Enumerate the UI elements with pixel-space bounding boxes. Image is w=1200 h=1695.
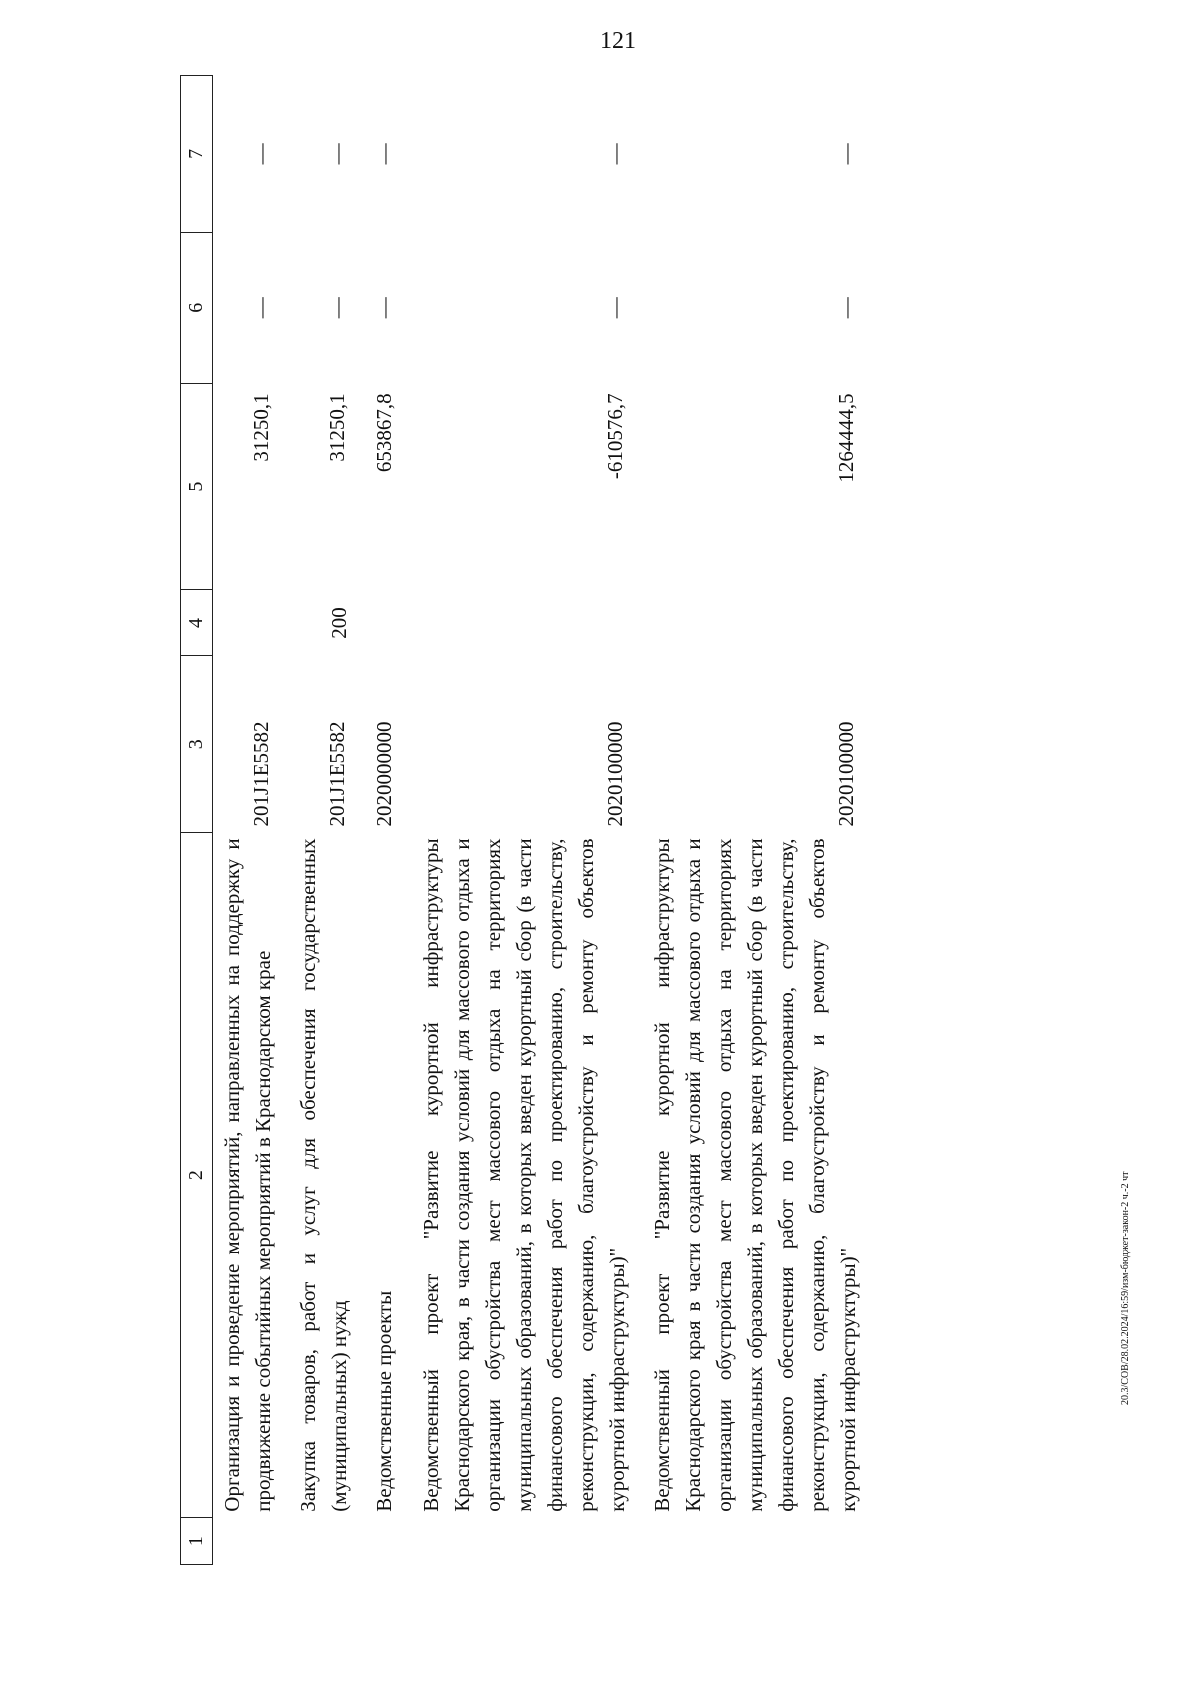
row-number-cell — [213, 1518, 280, 1565]
row-number-cell — [633, 1518, 864, 1565]
column-7-value: — — [834, 143, 858, 165]
amount-value: 653867,8 — [372, 393, 396, 473]
table-row — [213, 76, 280, 1565]
row-number-cell — [402, 1518, 633, 1565]
row-number-cell — [355, 1518, 402, 1565]
budget-table-container — [180, 75, 1030, 1565]
target-article-code: 201J1E5582 — [249, 721, 273, 827]
footer-stamp: 20.3/СОВ/28.02.2024/16:59/изм-бюджет-закон-2 ч.-2 чт — [1120, 1171, 1131, 1405]
target-article-code: 2020100000 — [603, 721, 627, 827]
target-article-code: 2020000000 — [372, 721, 396, 827]
column-6-value: — — [603, 297, 627, 319]
column-6-value: — — [249, 297, 273, 319]
column-header-6: 6 — [181, 232, 213, 383]
expense-type-code — [633, 590, 864, 656]
column-header-3: 3 — [181, 656, 213, 833]
row-number-cell — [279, 1518, 355, 1565]
column-7-value: — — [372, 143, 396, 165]
expense-type-code: 200 — [327, 607, 351, 639]
expense-type-code — [402, 590, 633, 656]
amount-value: 31250,1 — [249, 393, 273, 462]
column-6-value: — — [372, 297, 396, 319]
table-row — [279, 76, 355, 1565]
column-6-value: — — [834, 297, 858, 319]
column-7-value: — — [325, 143, 349, 165]
column-header-4: 4 — [181, 590, 213, 656]
table-row — [402, 76, 633, 1565]
item-description: Организация и проведение мероприятий, направленных на поддержку и продвижение событийных мероприятий в Краснодарском крае — [220, 838, 275, 1512]
column-header-2: 2 — [181, 832, 213, 1517]
column-7-value: — — [603, 143, 627, 165]
column-header-5: 5 — [181, 383, 213, 590]
column-6-value: — — [325, 297, 349, 319]
target-article-code: 201J1E5582 — [325, 721, 349, 827]
table-header-row — [181, 76, 213, 1565]
expense-type-code — [355, 590, 402, 656]
column-header-7: 7 — [181, 76, 213, 233]
table-row — [355, 76, 402, 1565]
amount-value: 31250,1 — [325, 393, 349, 462]
table-row — [633, 76, 864, 1565]
item-description: Ведомственные проекты — [372, 1290, 396, 1512]
column-header-1: 1 — [181, 1518, 213, 1565]
page-number: 121 — [600, 28, 636, 54]
amount-value: 1264444,5 — [834, 393, 858, 483]
target-article-code: 2020100000 — [834, 721, 858, 827]
amount-value: -610576,7 — [603, 393, 627, 480]
column-7-value: — — [249, 143, 273, 165]
item-description: Ведомственный проект "Развитие курортной инфраструктуры Краснодарского края в части создания условий для массового отдыха и организации обустройства мест массового отдыха на территориях муниципальных образований, в которых введен курортный сбор (в части финансового обеспечения работ по проектированию, строительству, реконструкции, содержанию, благоустройству и ремонту объектов курортной инфраструктуры)" — [650, 838, 860, 1512]
budget-table — [180, 75, 864, 1565]
expense-type-code — [213, 590, 280, 656]
item-description: Закупка товаров, работ и услуг для обеспечения государственных (муниципальных) нужд — [296, 838, 351, 1512]
item-description: Ведомственный проект "Развитие курортной инфраструктуры Краснодарского края, в части создания условий для массового отдыха и организации обустройства мест массового отдыха на территориях муниципальных образований, в которых введен курортный сбор (в части финансового обеспечения работ по проектированию, строительству, реконструкции, содержанию, благоустройству и ремонту объектов курортной инфраструктуры)" — [419, 838, 629, 1512]
